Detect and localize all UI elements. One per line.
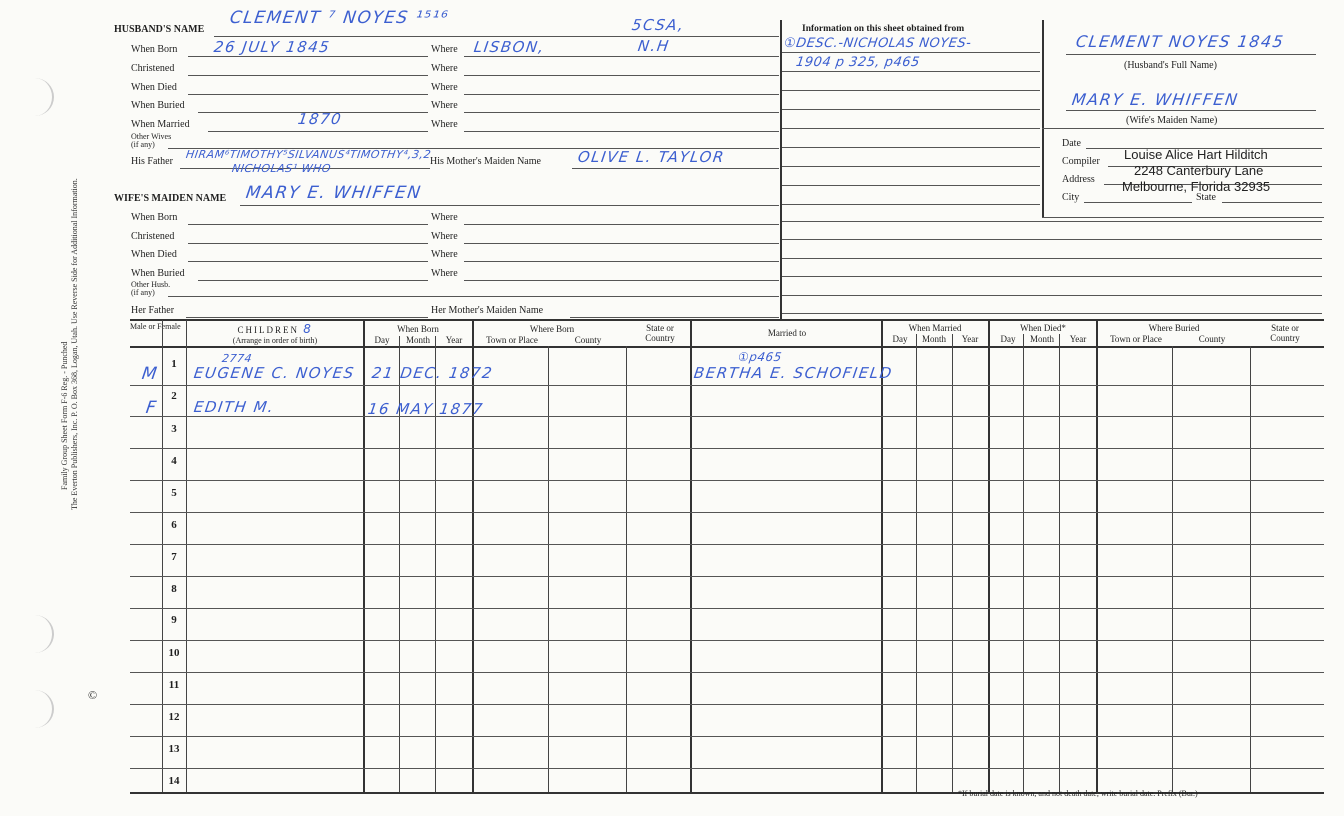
husband-father-value: HIRAM⁶TIMOTHY⁵SILVANUS⁴TIMOTHY⁴,3,2 xyxy=(185,148,432,161)
row-number: 1 xyxy=(171,358,177,370)
row-number: 14 xyxy=(168,775,180,787)
wife-buried-where-label: Where xyxy=(431,268,458,279)
header-born-state: State or Country xyxy=(645,323,675,343)
husband-caption: (Husband's Full Name) xyxy=(1124,60,1217,71)
husband-born-value: 26 JULY 1845 xyxy=(212,38,332,56)
row-number: 9 xyxy=(171,614,177,626)
child-2-name: EDITH M. xyxy=(192,398,276,416)
sidebar-line-2: The Everton Publishers, Inc. P. O. Box 368, Logan, Utah. Use Reverse Side for Additional Information. xyxy=(70,178,79,510)
child-1-sex: M xyxy=(140,364,160,384)
wife-section-label: WIFE'S MAIDEN NAME xyxy=(114,193,227,204)
wife-born-where-label: Where xyxy=(431,212,458,223)
husband-born-where-value: LISBON, xyxy=(472,38,547,56)
husband-mother-label: His Mother's Maiden Name xyxy=(430,156,541,167)
header-buried-county: County xyxy=(1198,334,1226,344)
wife-name-value: MARY E. WHIFFEN xyxy=(244,183,423,203)
header-born-month: Month xyxy=(405,335,430,345)
wife-buried-label: When Buried xyxy=(131,268,185,279)
husband-name-value: CLEMENT ⁷ NOYES ¹⁵¹⁶ xyxy=(228,8,451,28)
punch-hole xyxy=(28,615,54,653)
header-born-county: County xyxy=(574,335,602,345)
header-died-day: Day xyxy=(1000,334,1016,344)
header-married-day: Day xyxy=(892,334,908,344)
publisher-sidebar xyxy=(60,178,80,510)
row-number: 3 xyxy=(171,423,177,435)
husband-father-value-2: NICHOLAS¹ WHO xyxy=(231,162,332,175)
other-husb-label: Other Husb. (if any) xyxy=(131,280,171,297)
wife-father-label: Her Father xyxy=(131,305,175,316)
info-line-2: 1904 p 325, p465 xyxy=(794,55,921,70)
wife-caption: (Wife's Maiden Name) xyxy=(1126,115,1218,126)
header-when-born: When Born xyxy=(397,324,439,334)
husband-born-label: When Born xyxy=(131,44,178,55)
header-children: CHILDREN 8 xyxy=(237,322,313,336)
header-when-died: When Died* xyxy=(1020,323,1066,333)
child-1-note: 2774 xyxy=(221,352,253,365)
right-husband-name: CLEMENT NOYES 1845 xyxy=(1074,32,1286,51)
child-2-sex: F xyxy=(144,398,159,418)
header-died-month: Month xyxy=(1029,334,1054,344)
child-1-born: 21 DEC. 1872 xyxy=(370,364,495,382)
child-2-born: 16 MAY 1877 xyxy=(366,400,485,418)
row-number: 10 xyxy=(168,647,180,659)
row-number: 2 xyxy=(171,390,177,402)
wife-christened-where-label: Where xyxy=(431,231,458,242)
address-city: Melbourne, Florida 32935 xyxy=(1122,179,1271,194)
info-line-1: ①DESC.-NICHOLAS NOYES- xyxy=(782,36,973,51)
sidebar-line-1: Family Group Sheet Form F-6 Reg. - Punched xyxy=(60,341,69,490)
row-number: 11 xyxy=(168,679,180,691)
right-wife-name: MARY E. WHIFFEN xyxy=(1070,90,1240,109)
husband-died-label: When Died xyxy=(131,82,177,93)
header-married-month: Month xyxy=(921,334,946,344)
wife-born-label: When Born xyxy=(131,212,178,223)
punch-hole xyxy=(28,78,54,116)
other-wives-label: Other Wives (if any) xyxy=(131,132,172,149)
row-number: 5 xyxy=(171,487,177,499)
header-buried-state: State or Country xyxy=(1270,323,1300,343)
address-street: 2248 Canterbury Lane xyxy=(1134,163,1264,178)
info-title: Information on this sheet obtained from xyxy=(802,24,965,34)
wife-christened-label: Christened xyxy=(131,231,175,242)
header-born-town: Town or Place xyxy=(486,335,538,345)
copyright-mark: © xyxy=(88,688,98,702)
husband-buried-label: When Buried xyxy=(131,100,185,111)
header-buried-town: Town or Place xyxy=(1110,334,1162,344)
header-children-sub: (Arrange in order of birth) xyxy=(232,336,318,345)
state-label: State xyxy=(1196,192,1216,203)
address-label: Address xyxy=(1062,174,1095,185)
header-where-buried: Where Buried xyxy=(1148,323,1200,333)
row-number: 6 xyxy=(171,519,177,531)
header-died-year: Year xyxy=(1069,334,1087,344)
header-sex: Male or Female xyxy=(130,322,181,331)
child-1-name: EUGENE C. NOYES xyxy=(192,364,356,382)
row-number: 7 xyxy=(171,551,177,563)
husband-born-where-label: Where xyxy=(431,44,458,55)
header-when-married: When Married xyxy=(908,323,962,333)
header-married-to: Married to xyxy=(767,328,807,338)
header-married-year: Year xyxy=(961,334,979,344)
row-number: 4 xyxy=(171,455,177,467)
husband-buried-where-label: Where xyxy=(431,100,458,111)
wife-mother-label: Her Mother's Maiden Name xyxy=(431,305,544,316)
header-born-day: Day xyxy=(374,335,390,345)
husband-married-label: When Married xyxy=(131,119,190,130)
husband-married-where-label: Where xyxy=(431,119,458,130)
husband-christened-label: Christened xyxy=(131,63,175,74)
header-where-born: Where Born xyxy=(529,324,575,334)
husband-married-value: 1870 xyxy=(296,110,344,128)
header-born-year: Year xyxy=(445,335,463,345)
child-1-married-note: ①p465 xyxy=(737,350,783,364)
husband-born-where-extra: N.H xyxy=(636,37,672,55)
row-number: 13 xyxy=(168,743,180,755)
husband-name-note: 5CSA, xyxy=(630,16,686,34)
husband-christened-where-label: Where xyxy=(431,63,458,74)
city-label: City xyxy=(1062,192,1080,203)
husband-mother-value: OLIVE L. TAYLOR xyxy=(576,148,727,166)
punch-hole xyxy=(28,690,54,728)
footnote: *If burial date is known, and not death date, write burial date. Prefix (Bur.) xyxy=(958,789,1198,798)
husband-section-label: HUSBAND'S NAME xyxy=(114,24,205,35)
husband-died-where-label: Where xyxy=(431,82,458,93)
row-number: 12 xyxy=(168,711,180,723)
compiler-label: Compiler xyxy=(1062,156,1100,167)
compiler-name: Louise Alice Hart Hilditch xyxy=(1124,147,1268,162)
row-number: 8 xyxy=(171,583,177,595)
husband-father-label: His Father xyxy=(131,156,173,167)
date-label: Date xyxy=(1062,138,1081,149)
wife-died-label: When Died xyxy=(131,249,177,260)
child-1-married-to: BERTHA E. SCHOFIELD xyxy=(692,364,894,382)
wife-died-where-label: Where xyxy=(431,249,458,260)
